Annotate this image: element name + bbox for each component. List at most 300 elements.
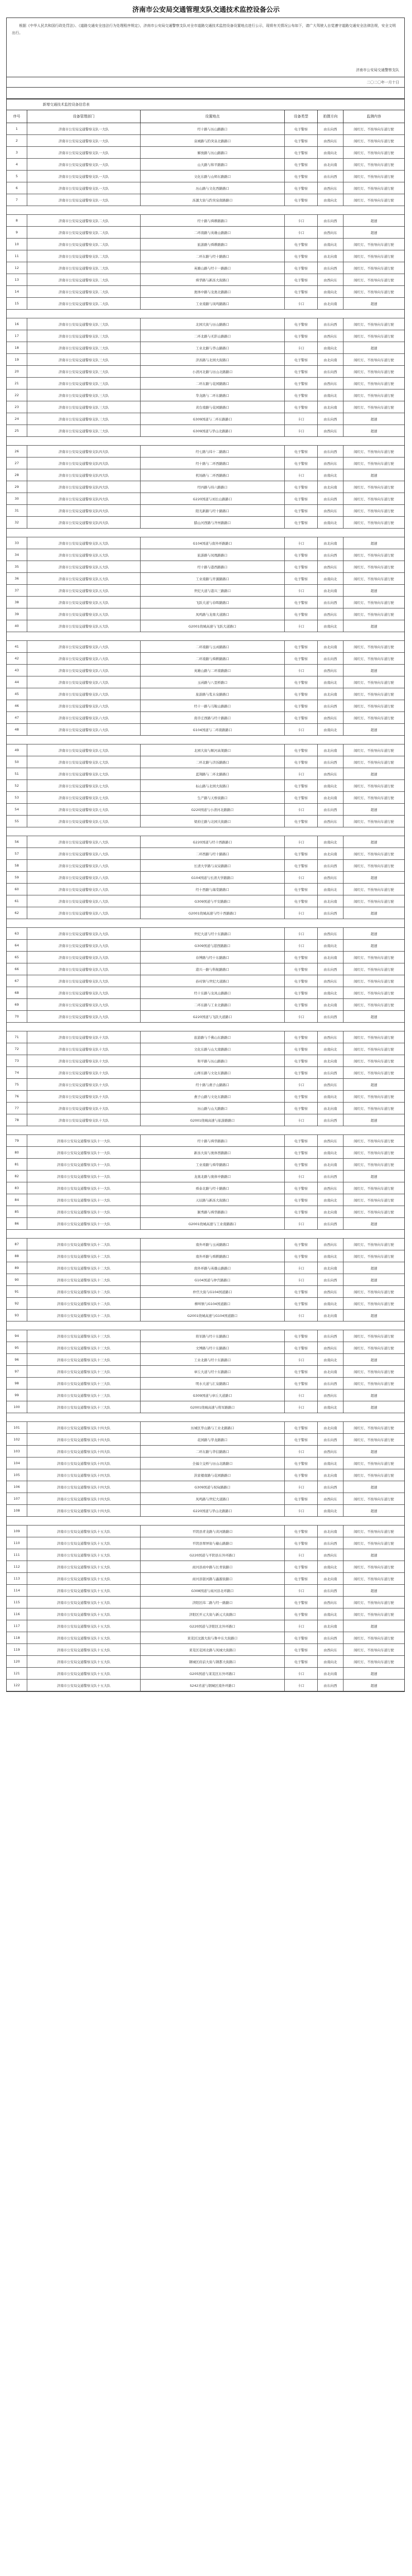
cell-department: 济南市公安局交通警察支队九大队 bbox=[27, 963, 141, 975]
cell-department: 济南市公安局交通警察支队九大队 bbox=[27, 999, 141, 1010]
cell-type: 电子警察 bbox=[285, 1043, 318, 1055]
cell-direction: 由南向北 bbox=[318, 1250, 344, 1262]
cell-department: 济南市公安局交通警察支队一大队 bbox=[27, 194, 141, 206]
cell-location: 二环南路与舜耕路路口 bbox=[141, 653, 285, 664]
cell-content: 闯红灯、不按导向车道行驶 bbox=[354, 485, 394, 489]
cell-content: 超速 bbox=[370, 875, 377, 880]
cell-department: 济南市公安局交通警察支队十大队 bbox=[27, 1055, 141, 1066]
cell-content: 超速 bbox=[370, 931, 377, 936]
cell-location: 北园大街与历山路路口 bbox=[141, 318, 285, 330]
cell-location: S242省道与钢城区南外环路口 bbox=[141, 1680, 285, 1691]
cell-content: 超速 bbox=[370, 429, 377, 433]
cell-direction: 由北向南 bbox=[318, 1573, 344, 1584]
cell-department: 济南市公安局交通警察支队五大队 bbox=[27, 597, 141, 608]
cell-location: 历城区华山路与工业北路路口 bbox=[141, 1422, 285, 1433]
cell-content: 超速 bbox=[370, 911, 377, 916]
cell-direction: 由东向西 bbox=[318, 366, 344, 377]
cell-location: 二环西路与经十路路口 bbox=[141, 848, 285, 859]
cell-type: 电子警察 bbox=[285, 1597, 318, 1608]
cell-location: G309国道与章丘大道路口 bbox=[141, 1389, 285, 1401]
cell-location: 全福立交桥与历山北路路口 bbox=[141, 1458, 285, 1469]
cell-location: 经七路与纬十二路路口 bbox=[141, 446, 285, 457]
cell-department: 济南市公安局交通警察支队九大队 bbox=[27, 928, 141, 939]
cell-index: 66 bbox=[7, 963, 27, 975]
table-row bbox=[7, 366, 404, 378]
cell-type: 卡口 bbox=[285, 342, 318, 353]
cell-index: 23 bbox=[7, 401, 27, 413]
cell-location: 经十路与燕子山路路口 bbox=[141, 1079, 285, 1090]
table-row bbox=[7, 171, 404, 182]
cell-location: 孙村镇与世纪大道路口 bbox=[141, 975, 285, 987]
cell-index: 7 bbox=[7, 194, 27, 206]
cell-type: 电子警察 bbox=[285, 792, 318, 803]
cell-type: 电子警察 bbox=[285, 239, 318, 250]
cell-department: 济南市公安局交通警察支队十四大队 bbox=[27, 1493, 141, 1504]
cell-location: 英雄山路与二环南路路口 bbox=[141, 665, 285, 676]
cell-type: 电子警察 bbox=[285, 780, 318, 791]
cell-index: 83 bbox=[7, 1182, 27, 1194]
cell-direction: 由南向北 bbox=[318, 724, 344, 735]
table-row bbox=[7, 1434, 404, 1446]
cell-location: G2001绕城高速与工业南路路口 bbox=[141, 1218, 285, 1229]
cell-content: 超速 bbox=[370, 1624, 377, 1629]
cell-department: 济南市公安局交通警察支队十五大队 bbox=[27, 1597, 141, 1608]
cell-department: 济南市公安局交通警察支队十一大队 bbox=[27, 1194, 141, 1206]
cell-location: 花园路与华龙路路口 bbox=[141, 1434, 285, 1445]
cell-department: 济南市公安局交通警察支队六大队 bbox=[27, 688, 141, 700]
cell-type: 卡口 bbox=[285, 1401, 318, 1413]
cell-content: 闯红灯、不按导向车道行驶 bbox=[354, 1381, 394, 1386]
cell-type: 电子警察 bbox=[285, 1103, 318, 1114]
cell-direction: 由西向东 bbox=[318, 1286, 344, 1297]
table-row bbox=[7, 505, 404, 517]
cell-type: 电子警察 bbox=[285, 963, 318, 975]
cell-direction: 由南向北 bbox=[318, 517, 344, 528]
table-row bbox=[7, 1043, 404, 1055]
cell-index: 29 bbox=[7, 481, 27, 493]
cell-direction: 由北向南 bbox=[318, 250, 344, 262]
cell-location: 长清大学路与双泉路路口 bbox=[141, 860, 285, 871]
cell-content: 闯红灯、不按导向车道行驶 bbox=[354, 565, 394, 569]
group-separator bbox=[7, 310, 404, 318]
cell-index: 112 bbox=[7, 1561, 27, 1572]
cell-department: 济南市公安局交通警察支队十五大队 bbox=[27, 1644, 141, 1655]
cell-index: 85 bbox=[7, 1206, 27, 1217]
cell-department: 济南市公安局交通警察支队五大队 bbox=[27, 620, 141, 632]
cell-index: 99 bbox=[7, 1389, 27, 1401]
cell-index: 47 bbox=[7, 712, 27, 723]
cell-type: 电子警察 bbox=[285, 700, 318, 711]
cell-index: 115 bbox=[7, 1597, 27, 1608]
table-row bbox=[7, 895, 404, 907]
cell-department: 济南市公安局交通警察支队四大队 bbox=[27, 481, 141, 493]
cell-location: G220国道与平阴县东外环路口 bbox=[141, 1549, 285, 1561]
table-row bbox=[7, 1597, 404, 1608]
cell-department: 济南市公安局交通警察支队五大队 bbox=[27, 608, 141, 620]
cell-department: 济南市公安局交通警察支队三大队 bbox=[27, 378, 141, 389]
cell-content: 闯红灯、不按导向车道行驶 bbox=[354, 899, 394, 904]
cell-department: 济南市公安局交通警察支队十一大队 bbox=[27, 1135, 141, 1146]
cell-department: 济南市公安局交通警察支队六大队 bbox=[27, 676, 141, 688]
cell-location: 山大路与和平路路口 bbox=[141, 159, 285, 170]
cell-content: 超速 bbox=[370, 541, 377, 546]
cell-content: 闯红灯、不按导向车道行驶 bbox=[354, 1198, 394, 1202]
cell-direction: 由北向南 bbox=[318, 744, 344, 756]
cell-direction: 由北向南 bbox=[318, 792, 344, 803]
cell-location: G2001绕城高速与将军路路口 bbox=[141, 1401, 285, 1413]
table-row bbox=[7, 792, 404, 804]
cell-type: 电子警察 bbox=[285, 457, 318, 469]
cell-content: 超速 bbox=[370, 1278, 377, 1282]
cell-index: 54 bbox=[7, 804, 27, 815]
cell-index: 108 bbox=[7, 1505, 27, 1516]
cell-department: 济南市公安局交通警察支队二大队 bbox=[27, 286, 141, 297]
cell-department: 济南市公安局交通警察支队十大队 bbox=[27, 1067, 141, 1078]
table-row bbox=[7, 940, 404, 952]
table-row bbox=[7, 1298, 404, 1310]
cell-content: 超速 bbox=[370, 943, 377, 948]
cell-direction: 由东向西 bbox=[318, 907, 344, 919]
cell-index: 91 bbox=[7, 1286, 27, 1297]
cell-department: 济南市公安局交通警察支队十一大队 bbox=[27, 1147, 141, 1158]
cell-type: 电子警察 bbox=[285, 1031, 318, 1043]
table-row bbox=[7, 481, 404, 493]
cell-department: 济南市公安局交通警察支队八大队 bbox=[27, 860, 141, 871]
cell-content: 超速 bbox=[370, 1358, 377, 1362]
cell-department: 济南市公安局交通警察支队十大队 bbox=[27, 1079, 141, 1090]
cell-department: 济南市公安局交通警察支队十二大队 bbox=[27, 1250, 141, 1262]
table-row bbox=[7, 653, 404, 665]
cell-direction: 由东向西 bbox=[318, 1011, 344, 1022]
cell-location: 港兴一路与科航路路口 bbox=[141, 963, 285, 975]
cell-type: 电子警察 bbox=[285, 641, 318, 652]
table-row bbox=[7, 1573, 404, 1585]
cell-location: 舜华路与新泺大街路口 bbox=[141, 274, 285, 285]
cell-type: 卡口 bbox=[285, 804, 318, 815]
cell-direction: 由南向北 bbox=[318, 780, 344, 791]
cell-index: 3 bbox=[7, 147, 27, 158]
cell-department: 济南市公安局交通警察支队四大队 bbox=[27, 469, 141, 481]
cell-index: 55 bbox=[7, 816, 27, 827]
table-row bbox=[7, 1135, 404, 1147]
cell-direction: 由东向西 bbox=[318, 1585, 344, 1596]
cell-direction: 由南向北 bbox=[318, 620, 344, 632]
cell-location: 旅游路与千佛山东路路口 bbox=[141, 1031, 285, 1043]
cell-index: 41 bbox=[7, 641, 27, 652]
table-row bbox=[7, 342, 404, 354]
cell-department: 济南市公安局交通警察支队一大队 bbox=[27, 147, 141, 158]
cell-location: 工业南路与舜华路路口 bbox=[141, 1159, 285, 1170]
cell-content: 超速 bbox=[370, 1405, 377, 1410]
cell-type: 电子警察 bbox=[285, 1632, 318, 1643]
notice-box bbox=[6, 18, 405, 77]
cell-type: 卡口 bbox=[285, 215, 318, 226]
cell-direction: 由东向西 bbox=[318, 597, 344, 608]
cell-location: 历山路与山大路路口 bbox=[141, 1103, 285, 1114]
cell-location: 明水大道与汇泉路路口 bbox=[141, 1378, 285, 1389]
cell-direction: 由北向南 bbox=[318, 1206, 344, 1217]
cell-content: 闯红灯、不按导向车道行驶 bbox=[354, 1059, 394, 1063]
cell-type: 电子警察 bbox=[285, 1091, 318, 1102]
cell-direction: 由西向东 bbox=[318, 561, 344, 572]
cell-direction: 由东向西 bbox=[318, 1378, 344, 1389]
cell-type: 电子警察 bbox=[285, 171, 318, 182]
table-row bbox=[7, 182, 404, 194]
cell-direction: 由北向南 bbox=[318, 1526, 344, 1537]
cell-direction: 由南向北 bbox=[318, 286, 344, 297]
cell-direction: 由南向北 bbox=[318, 1505, 344, 1516]
cell-department: 济南市公安局交通警察支队十三大队 bbox=[27, 1342, 141, 1353]
cell-location: 旅游路与浆水泉路路口 bbox=[141, 688, 285, 700]
cell-direction: 由西向东 bbox=[318, 274, 344, 285]
cell-location: G308国道与商河县北环路口 bbox=[141, 1585, 285, 1596]
cell-department: 济南市公安局交通警察支队二大队 bbox=[27, 298, 141, 309]
cell-type: 电子警察 bbox=[285, 816, 318, 827]
table-row bbox=[7, 1493, 404, 1505]
cell-location: 解放路与历山路路口 bbox=[141, 147, 285, 158]
cell-index: 4 bbox=[7, 159, 27, 170]
cell-department: 济南市公安局交通警察支队十二大队 bbox=[27, 1286, 141, 1297]
cell-location: 飞跃大道与春晖路路口 bbox=[141, 597, 285, 608]
group-separator bbox=[7, 529, 404, 537]
cell-direction: 由东向西 bbox=[318, 215, 344, 226]
cell-department: 济南市公安局交通警察支队十四大队 bbox=[27, 1481, 141, 1493]
cell-content: 闯红灯、不按导向车道行驶 bbox=[354, 1600, 394, 1605]
cell-content: 闯红灯、不按导向车道行驶 bbox=[354, 656, 394, 661]
cell-type: 电子警察 bbox=[285, 135, 318, 146]
cell-department: 济南市公安局交通警察支队十二大队 bbox=[27, 1298, 141, 1309]
cell-department: 济南市公安局交通警察支队三大队 bbox=[27, 401, 141, 413]
table-row bbox=[7, 298, 404, 310]
cell-content: 闯红灯、不按导向车道行驶 bbox=[354, 1035, 394, 1040]
cell-department: 济南市公安局交通警察支队六大队 bbox=[27, 653, 141, 664]
cell-department: 济南市公安局交通警察支队三大队 bbox=[27, 389, 141, 401]
cell-direction: 由西向东 bbox=[318, 227, 344, 238]
cell-location: 经十路与历山路路口 bbox=[141, 123, 285, 134]
cell-department: 济南市公安局交通警察支队十三大队 bbox=[27, 1389, 141, 1401]
cell-department: 济南市公安局交通警察支队六大队 bbox=[27, 712, 141, 723]
cell-type: 电子警察 bbox=[285, 1055, 318, 1066]
cell-index: 92 bbox=[7, 1298, 27, 1309]
cell-direction: 由北向南 bbox=[318, 688, 344, 700]
cell-direction: 由西向东 bbox=[318, 816, 344, 827]
cell-department: 济南市公安局交通警察支队十四大队 bbox=[27, 1422, 141, 1433]
cell-department: 济南市公安局交通警察支队十一大队 bbox=[27, 1159, 141, 1170]
cell-index: 59 bbox=[7, 872, 27, 883]
cell-direction: 由西向东 bbox=[318, 1031, 344, 1043]
cell-location: 工业北路与华山路路口 bbox=[141, 342, 285, 353]
cell-location: G220国道与济阳区北外环路口 bbox=[141, 1620, 285, 1632]
cell-content: 闯红灯、不按导向车道行驶 bbox=[354, 127, 394, 131]
table-row bbox=[7, 147, 404, 159]
table-row bbox=[7, 1114, 404, 1126]
cell-index: 109 bbox=[7, 1526, 27, 1537]
cell-content: 闯红灯、不按导向车道行驶 bbox=[354, 760, 394, 765]
cell-content: 闯红灯、不按导向车道行驶 bbox=[354, 784, 394, 788]
cell-direction: 由西向东 bbox=[318, 425, 344, 436]
cell-index: 39 bbox=[7, 608, 27, 620]
cell-location: 莱芜区花园北路与凤城大街路口 bbox=[141, 1644, 285, 1655]
cell-direction: 由西向东 bbox=[318, 135, 344, 146]
cell-type: 卡口 bbox=[285, 1079, 318, 1090]
cell-direction: 由北向南 bbox=[318, 1055, 344, 1066]
cell-index: 80 bbox=[7, 1147, 27, 1158]
table-row bbox=[7, 848, 404, 860]
cell-direction: 由西向东 bbox=[318, 665, 344, 676]
cell-direction: 由南向北 bbox=[318, 1354, 344, 1365]
group-separator bbox=[7, 632, 404, 641]
cell-direction: 由北向南 bbox=[318, 1620, 344, 1632]
table-row bbox=[7, 975, 404, 987]
table-row bbox=[7, 401, 404, 413]
table-row bbox=[7, 963, 404, 975]
table-row bbox=[7, 194, 404, 206]
cell-location: 颖秀路与舜华路路口 bbox=[141, 1206, 285, 1217]
cell-index: 17 bbox=[7, 330, 27, 342]
cell-location: G220国道与飞跃大道路口 bbox=[141, 1011, 285, 1022]
cell-direction: 由西向东 bbox=[318, 1342, 344, 1353]
cell-type: 电子警察 bbox=[285, 975, 318, 987]
table-row bbox=[7, 1680, 404, 1691]
cell-content: 闯红灯、不按导向车道行驶 bbox=[354, 1301, 394, 1306]
cell-type: 卡口 bbox=[285, 585, 318, 596]
group-separator bbox=[7, 1321, 404, 1330]
cell-department: 济南市公安局交通警察支队一大队 bbox=[27, 182, 141, 194]
table-row bbox=[7, 1469, 404, 1481]
cell-department: 济南市公安局交通警察支队十二大队 bbox=[27, 1274, 141, 1285]
cell-index: 104 bbox=[7, 1458, 27, 1469]
table-row bbox=[7, 999, 404, 1011]
cell-department: 济南市公安局交通警察支队四大队 bbox=[27, 446, 141, 457]
cell-location: 奥体中路与龙奥北路路口 bbox=[141, 286, 285, 297]
cell-location: 和平路与历山路路口 bbox=[141, 1055, 285, 1066]
cell-index: 44 bbox=[7, 676, 27, 688]
cell-department: 济南市公安局交通警察支队四大队 bbox=[27, 517, 141, 528]
cell-type: 电子警察 bbox=[285, 1526, 318, 1537]
table-row bbox=[7, 537, 404, 549]
cell-content: 超速 bbox=[370, 346, 377, 350]
cell-department: 济南市公安局交通警察支队十大队 bbox=[27, 1031, 141, 1043]
cell-content: 闯红灯、不按导向车道行驶 bbox=[354, 1162, 394, 1167]
cell-index: 16 bbox=[7, 318, 27, 330]
cell-content: 闯红灯、不按导向车道行驶 bbox=[354, 520, 394, 525]
cell-department: 济南市公安局交通警察支队二大队 bbox=[27, 239, 141, 250]
cell-direction: 由南向北 bbox=[318, 1091, 344, 1102]
table-row bbox=[7, 135, 404, 147]
spacer-row bbox=[6, 88, 405, 99]
cell-department: 济南市公安局交通警察支队十五大队 bbox=[27, 1632, 141, 1643]
cell-location: 山师东路与文化东路路口 bbox=[141, 1067, 285, 1078]
cell-direction: 由东向西 bbox=[318, 1330, 344, 1342]
table-row bbox=[7, 262, 404, 274]
cell-index: 22 bbox=[7, 389, 27, 401]
cell-content: 超速 bbox=[370, 1671, 377, 1676]
cell-department: 济南市公安局交通警察支队一大队 bbox=[27, 123, 141, 134]
cell-content: 超速 bbox=[370, 417, 377, 421]
cell-direction: 由南向北 bbox=[318, 676, 344, 688]
cell-index: 119 bbox=[7, 1644, 27, 1655]
cell-index: 28 bbox=[7, 469, 27, 481]
cell-location: 世纪大道与经十东路路口 bbox=[141, 928, 285, 939]
cell-direction: 由南向北 bbox=[318, 469, 344, 481]
table-row bbox=[7, 688, 404, 700]
cell-department: 济南市公安局交通警察支队十一大队 bbox=[27, 1171, 141, 1182]
cell-department: 济南市公安局交通警察支队五大队 bbox=[27, 585, 141, 596]
cell-index: 116 bbox=[7, 1608, 27, 1620]
table-row bbox=[7, 1194, 404, 1206]
table-row bbox=[7, 159, 404, 171]
cell-department: 济南市公安局交通警察支队三大队 bbox=[27, 342, 141, 353]
group-separator bbox=[7, 1230, 404, 1239]
cell-direction: 由西向东 bbox=[318, 1079, 344, 1090]
cell-content: 闯红灯、不按导向车道行驶 bbox=[354, 1071, 394, 1075]
cell-index: 60 bbox=[7, 884, 27, 895]
cell-index: 36 bbox=[7, 573, 27, 584]
table-row bbox=[7, 1079, 404, 1091]
cell-content: 超速 bbox=[370, 727, 377, 732]
table-caption: 新增交通技术监控设备信息表 bbox=[7, 99, 404, 110]
cell-index: 75 bbox=[7, 1079, 27, 1090]
cell-location: G2001绕城高速与旅游路路口 bbox=[141, 1114, 285, 1126]
cell-type: 卡口 bbox=[285, 836, 318, 848]
table-row bbox=[7, 780, 404, 792]
table-row bbox=[7, 573, 404, 585]
cell-location: 北园大街与顺河高架路口 bbox=[141, 744, 285, 756]
cell-content: 闯红灯、不按导向车道行驶 bbox=[354, 1242, 394, 1247]
cell-direction: 由南向北 bbox=[318, 147, 344, 158]
cell-content: 闯红灯、不按导向车道行驶 bbox=[354, 1659, 394, 1664]
cell-department: 济南市公安局交通警察支队十四大队 bbox=[27, 1458, 141, 1469]
cell-type: 卡口 bbox=[285, 1171, 318, 1182]
header-index: 序号 bbox=[7, 110, 27, 123]
cell-department: 济南市公安局交通警察支队十五大队 bbox=[27, 1620, 141, 1632]
cell-index: 46 bbox=[7, 700, 27, 711]
cell-content: 超速 bbox=[370, 840, 377, 844]
cell-location: 经十路与舜华路路口 bbox=[141, 1135, 285, 1146]
cell-index: 10 bbox=[7, 239, 27, 250]
cell-location: 二环东路与经十路路口 bbox=[141, 250, 285, 262]
cell-type: 卡口 bbox=[285, 872, 318, 883]
cell-department: 济南市公安局交通警察支队五大队 bbox=[27, 573, 141, 584]
cell-location: G220国道与华山北路路口 bbox=[141, 1505, 285, 1516]
cell-department: 济南市公安局交通警察支队十五大队 bbox=[27, 1608, 141, 1620]
cell-content: 闯红灯、不按导向车道行驶 bbox=[354, 1139, 394, 1143]
cell-location: 标山路与北园大街路口 bbox=[141, 780, 285, 791]
cell-department: 济南市公安局交通警察支队十四大队 bbox=[27, 1469, 141, 1481]
cell-department: 济南市公安局交通警察支队二大队 bbox=[27, 274, 141, 285]
signature: 济南市公安局交通警察支队 bbox=[356, 68, 399, 72]
group-separator bbox=[7, 736, 404, 744]
cell-index: 58 bbox=[7, 860, 27, 871]
cell-direction: 由北向南 bbox=[318, 999, 344, 1010]
cell-index: 50 bbox=[7, 756, 27, 768]
cell-content: 闯红灯、不按导向车道行驶 bbox=[354, 1346, 394, 1350]
cell-direction: 由南向北 bbox=[318, 836, 344, 848]
cell-content: 超速 bbox=[370, 1485, 377, 1489]
cell-index: 74 bbox=[7, 1067, 27, 1078]
table-row bbox=[7, 1549, 404, 1561]
cell-content: 超速 bbox=[370, 473, 377, 478]
cell-department: 济南市公安局交通警察支队四大队 bbox=[27, 505, 141, 516]
cell-location: G220国道与刘长山路路口 bbox=[141, 493, 285, 504]
cell-index: 96 bbox=[7, 1354, 27, 1365]
cell-location: 经十路与舜耕路路口 bbox=[141, 215, 285, 226]
cell-index: 26 bbox=[7, 446, 27, 457]
header-content: 监测内容 bbox=[367, 114, 381, 118]
cell-location: 腊山河西路与齐州路路口 bbox=[141, 517, 285, 528]
table-row bbox=[7, 1526, 404, 1537]
cell-direction: 由东向西 bbox=[318, 1218, 344, 1229]
